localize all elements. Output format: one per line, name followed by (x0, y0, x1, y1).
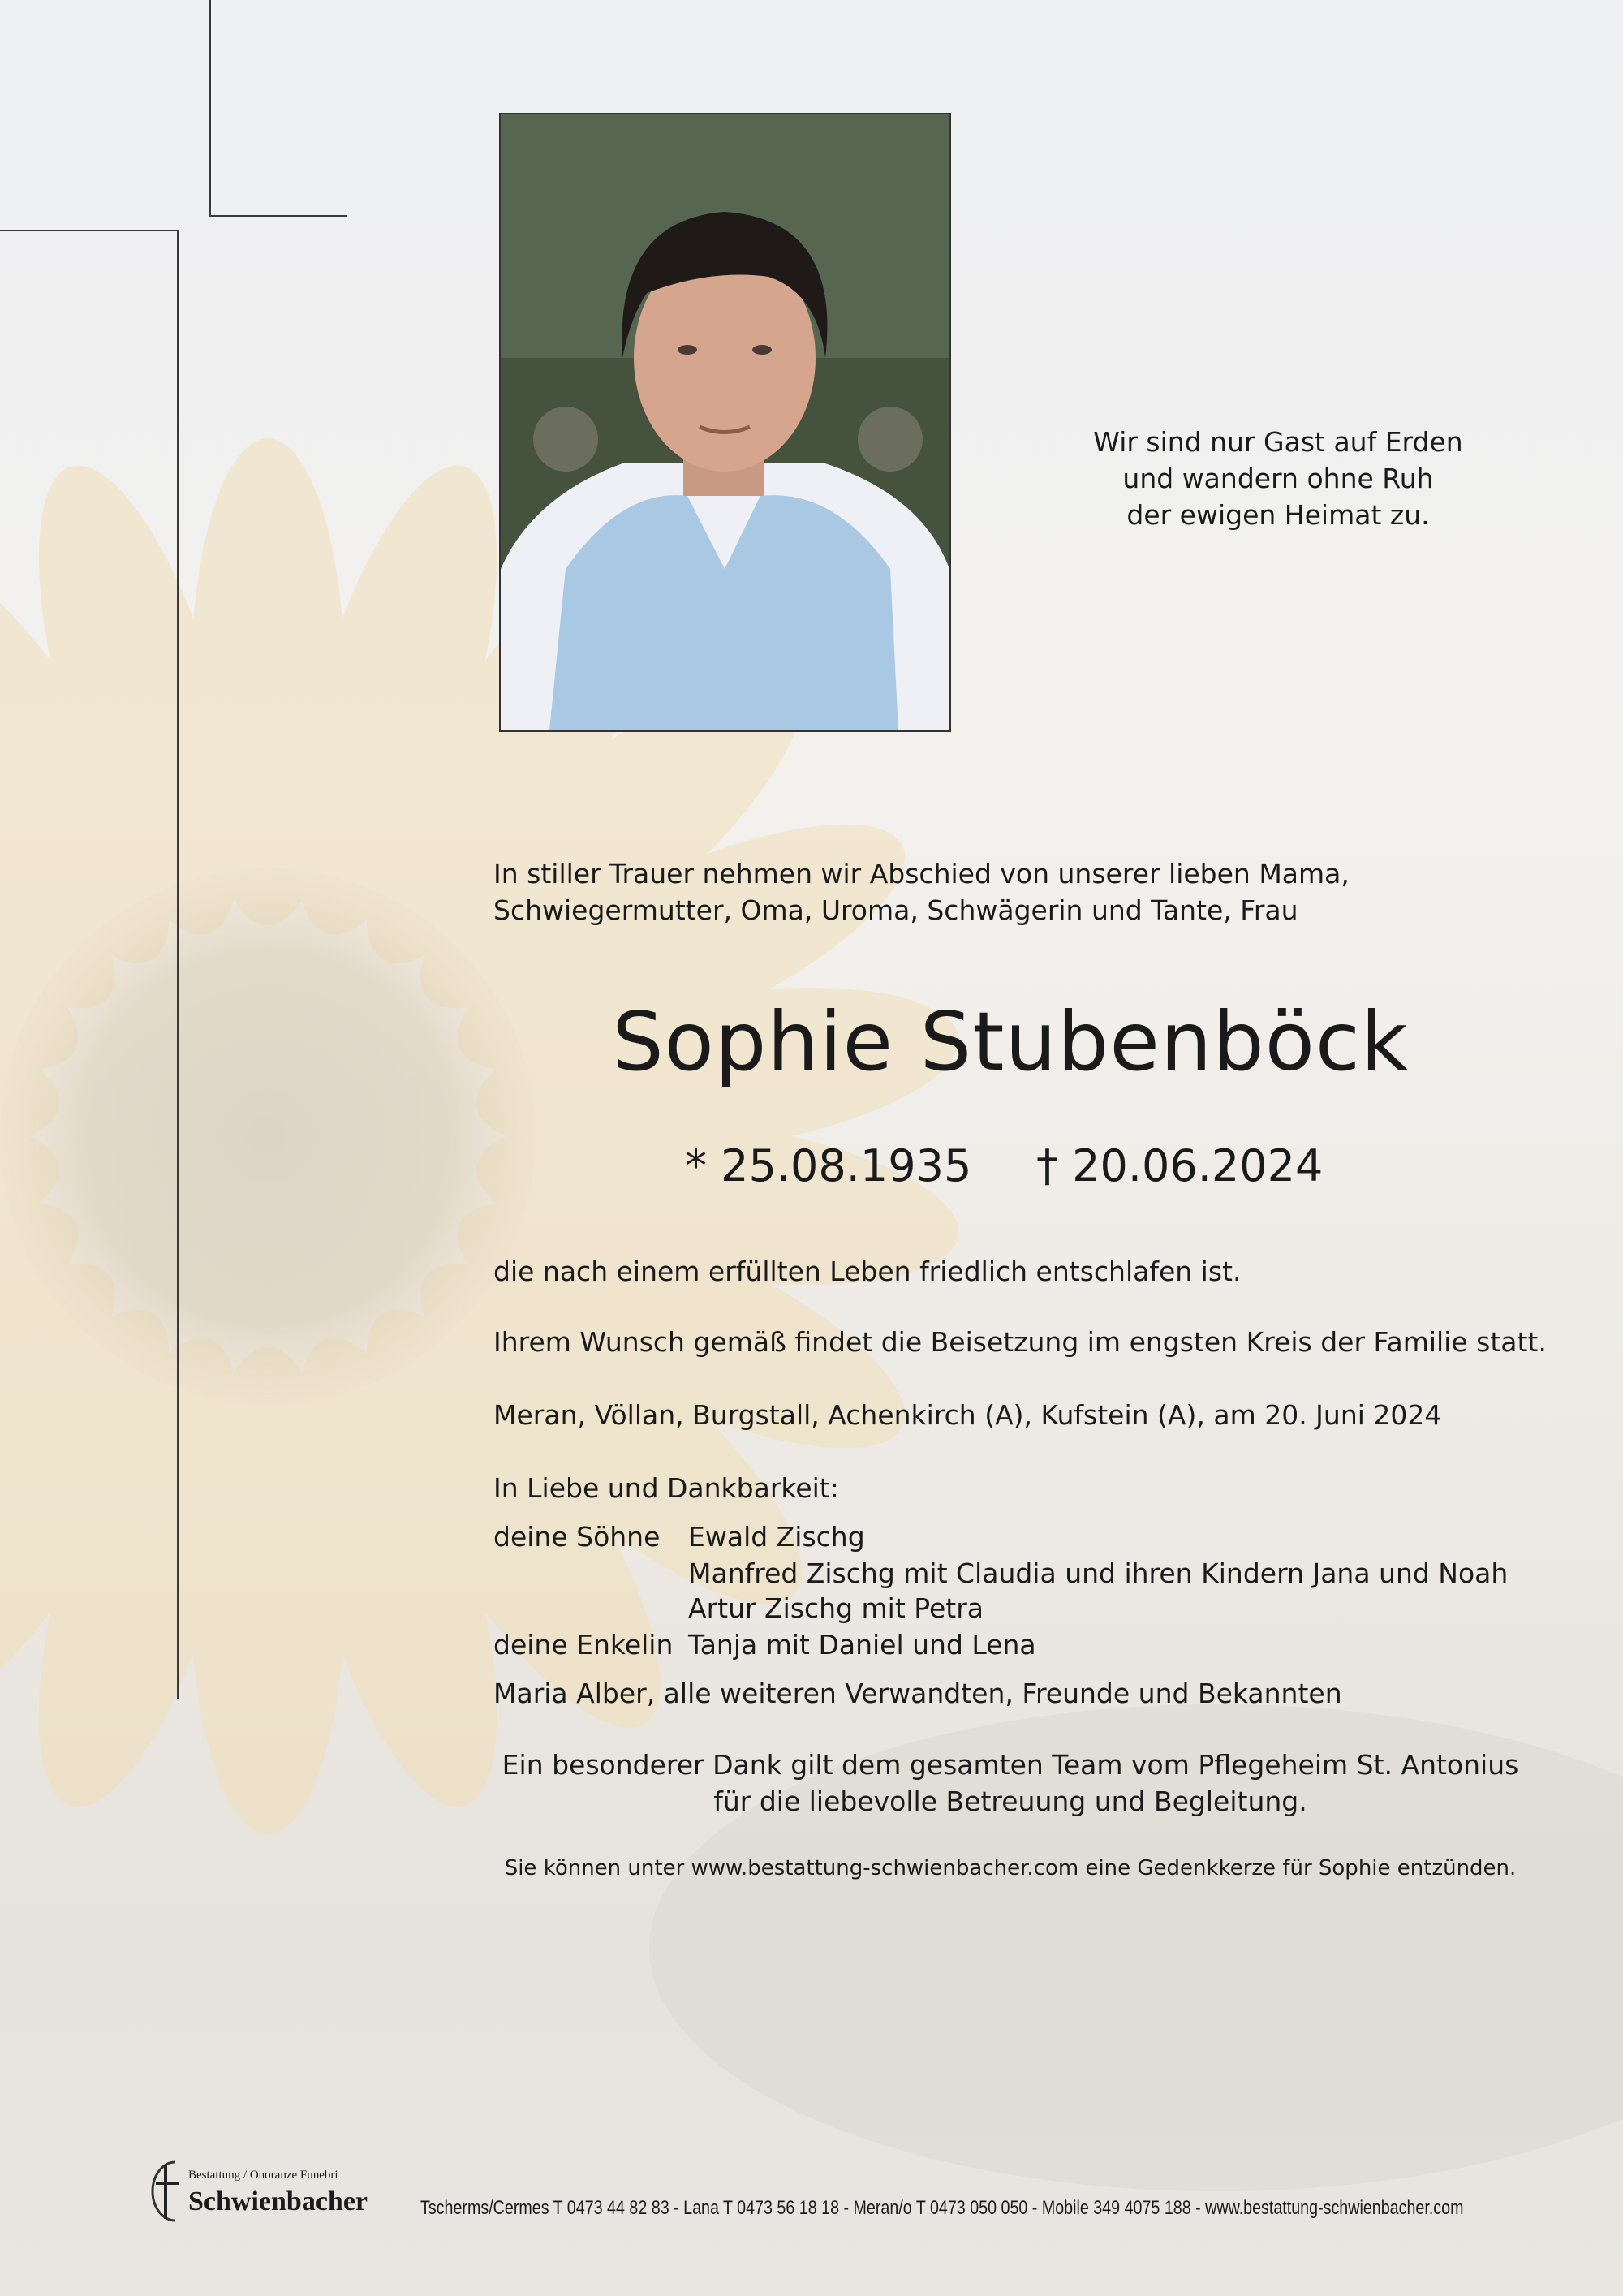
intro-line: In stiller Trauer nehmen wir Abschied von unserer lieben Mama, (493, 858, 1350, 890)
mourner-name: Ewald Zischg (688, 1521, 865, 1553)
logo-name: Schwienbacher (188, 2186, 368, 2216)
cross-line-vertical (177, 230, 179, 1699)
text-paragraph: die nach einem erfüllten Leben friedlich entschlafen ist. (493, 1256, 1242, 1287)
intro-line: Schwiegermutter, Oma, Uroma, Schwägerin und Tante, Frau (493, 894, 1298, 926)
quote-line: und wandern ohne Ruh (1122, 463, 1434, 494)
grandchild-label: deine Enkelin (493, 1629, 674, 1661)
text-paragraph: Ihrem Wunsch gemäß findet die Beisetzung im engsten Kreis der Familie statt. (493, 1326, 1547, 1358)
birth-date: * 25.08.1935 (685, 1140, 972, 1191)
mourner-name: Artur Zischg mit Petra (688, 1592, 984, 1624)
sons-label: deine Söhne (493, 1521, 661, 1553)
funeral-home-logo (151, 2159, 411, 2224)
mourner-name: Tanja mit Daniel und Lena (688, 1629, 1036, 1661)
logo-subtitle: Bestattung / Onoranze Funebri (188, 2169, 338, 2182)
candle-note: Sie können unter www.bestattung-schwienbacher.com eine Gedenkkerze für Sophie entzünden. (504, 1856, 1517, 1880)
death-date: † 20.06.2024 (1036, 1140, 1324, 1191)
mourner-name: Manfred Zischg mit Claudia und ihren Kindern Jana und Noah (688, 1557, 1509, 1589)
quote-line: Wir sind nur Gast auf Erden (1093, 426, 1463, 458)
memorial-quote (1039, 424, 1518, 533)
cross-line-horizontal (0, 230, 179, 231)
deceased-name: Sophie Stubenböck (612, 994, 1409, 1089)
portrait-photo (499, 113, 951, 732)
quote-line: der ewigen Heimat zu. (1126, 499, 1430, 531)
other-mourners: Maria Alber, alle weiteren Verwandten, Freunde und Bekannten (493, 1678, 1342, 1709)
text-paragraph: In Liebe und Dankbarkeit: (493, 1472, 839, 1504)
thanks-line: Ein besonderer Dank gilt dem gesamten Team vom Pflegeheim St. Antonius (502, 1749, 1519, 1781)
footer-contact: Tscherms/Cermes T 0473 44 82 83 - Lana T 0473 56 18 18 - Meran/o T 0473 050 050 - Mobile 349 4075 188 - www.bestattung-schwienbacher.com (420, 2197, 1464, 2219)
cross-line-horizontal-top (209, 215, 347, 217)
text-paragraph: Meran, Völlan, Burgstall, Achenkirch (A), Kufstein (A), am 20. Juni 2024 (493, 1399, 1442, 1431)
cross-line-vertical-top (209, 0, 211, 217)
thanks-line: für die liebevolle Betreuung und Begleitung. (713, 1786, 1307, 1817)
